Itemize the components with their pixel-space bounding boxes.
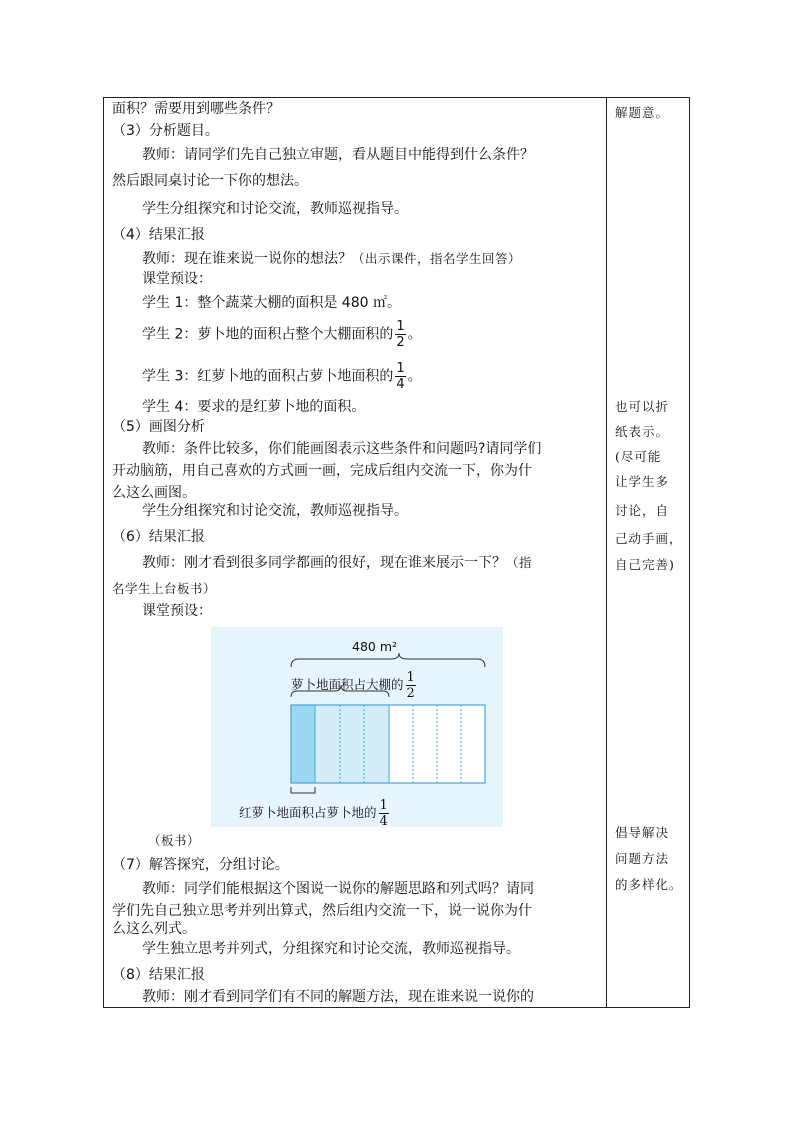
note-2-line: 己动手画，	[615, 531, 683, 546]
note-2-line: 纸表示。	[615, 424, 670, 439]
text-line: 面积？需要用到哪些条件？	[112, 101, 280, 117]
fraction-half: $\frac{1}{2}$	[396, 319, 405, 350]
text-line: 教师：请同学们先自己独立审题，看从题目中能得到什么条件？	[142, 147, 534, 163]
text-line: 学生 1：整个蔬菜大棚的面积是 480 ㎡。	[142, 295, 401, 311]
teacher-question: 教师：现在谁来说一说你的想法？	[142, 251, 352, 267]
blackboard-label: （板书）	[148, 833, 201, 848]
text-line: 开动脑筋，用自己喜欢的方式画一画，完成后组内交流一下，你为什	[112, 463, 532, 479]
radish-fraction: $\frac{1}{2}$	[406, 670, 415, 701]
red-radish-bracket	[291, 787, 315, 793]
instruction-note: （出示课件，指名学生回答）	[352, 251, 522, 266]
red-radish-section	[291, 705, 315, 783]
note-2-line: (尽可能	[615, 449, 662, 464]
text-line: 课堂预设：	[142, 271, 212, 287]
student-answer: 学生 3：红萝卜地的面积占萝卜地面积的	[142, 368, 394, 385]
note-3-line: 倡导解决	[615, 825, 670, 840]
section-heading: （7）解答探究，分组讨论。	[112, 857, 289, 873]
text-line: 么这么列式。	[112, 921, 196, 937]
main-column	[104, 98, 606, 1007]
red-radish-label: 红萝卜地面积占萝卜地的 $\frac{1}{4}$	[239, 798, 388, 829]
text-line: 学生 3：红萝卜地的面积占萝卜地面积的 $\frac{1}{4}$ 。	[142, 361, 422, 392]
note-3-line: 的多样化。	[615, 877, 683, 892]
area-diagram	[211, 627, 503, 827]
section-heading: （3）分析题目。	[112, 123, 219, 139]
text-line: 么这么画图。	[112, 485, 196, 501]
student-answer: 学生 2：萝卜地的面积占整个大棚面积的	[142, 326, 394, 343]
fraction-quarter: $\frac{1}{4}$	[396, 361, 405, 392]
text-line: 学们先自己独立思考并列出算式，然后组内交流一下，说一说你为什	[112, 903, 532, 919]
radish-area-label: 萝卜地面积占大棚的 $\frac{1}{2}$	[291, 670, 415, 701]
note-2-line: 讨论，自	[615, 503, 670, 518]
section-heading: （6）结果汇报	[112, 529, 205, 545]
note-2-line: 自己完善)	[615, 557, 675, 572]
text-line: 教师：同学们能根据这个图说一说你的解题思路和列式吗？请同	[142, 881, 534, 897]
note-1: 解题意。	[615, 105, 670, 120]
notes-column	[607, 98, 689, 1007]
text-line: 学生独立思考并列式，分组探究和讨论交流，教师巡视指导。	[142, 941, 520, 957]
text-line: 然后跟同桌讨论一下你的想法。	[112, 173, 308, 189]
red-radish-fraction: $\frac{1}{4}$	[379, 798, 388, 829]
text-line: 教师：刚才看到同学们有不同的解题方法，现在谁来说一说你的	[142, 989, 534, 1005]
remaining-section	[389, 705, 485, 783]
section-heading: （5）画图分析	[112, 419, 205, 435]
text-line	[142, 250, 521, 268]
total-brace	[291, 653, 485, 667]
teacher-question: 教师：刚才看到很多同学都画的很好，现在谁来展示一下？	[142, 555, 506, 571]
text-line	[142, 554, 532, 572]
radish-brace	[291, 685, 389, 697]
text-line: 学生 4：要求的是红萝卜地的面积。	[142, 399, 366, 415]
instruction-note: 名学生上台板书）	[112, 581, 217, 596]
text-line: 学生分组探究和讨论交流，教师巡视指导。	[142, 503, 408, 519]
note-2-line: 让学生多	[615, 474, 670, 489]
text-line: 学生 2：萝卜地的面积占整个大棚面积的 $\frac{1}{2}$ 。	[142, 319, 422, 350]
total-area-label: 480 m²	[352, 639, 398, 654]
note-2-line: 也可以折	[615, 399, 670, 414]
text-line: 教师：条件比较多，你们能画图表示这些条件和问题吗?请同学们	[142, 441, 542, 457]
note-3-line: 问题方法	[615, 851, 670, 866]
text-line: 课堂预设：	[142, 603, 212, 619]
section-heading: （4）结果汇报	[112, 227, 205, 243]
section-heading: （8）结果汇报	[112, 967, 205, 983]
instruction-note: （指	[506, 555, 533, 570]
area-bar-drawing	[211, 627, 503, 827]
lesson-table	[103, 97, 690, 1008]
radish-section	[315, 705, 389, 783]
text-line: 学生分组探究和讨论交流，教师巡视指导。	[142, 201, 408, 217]
